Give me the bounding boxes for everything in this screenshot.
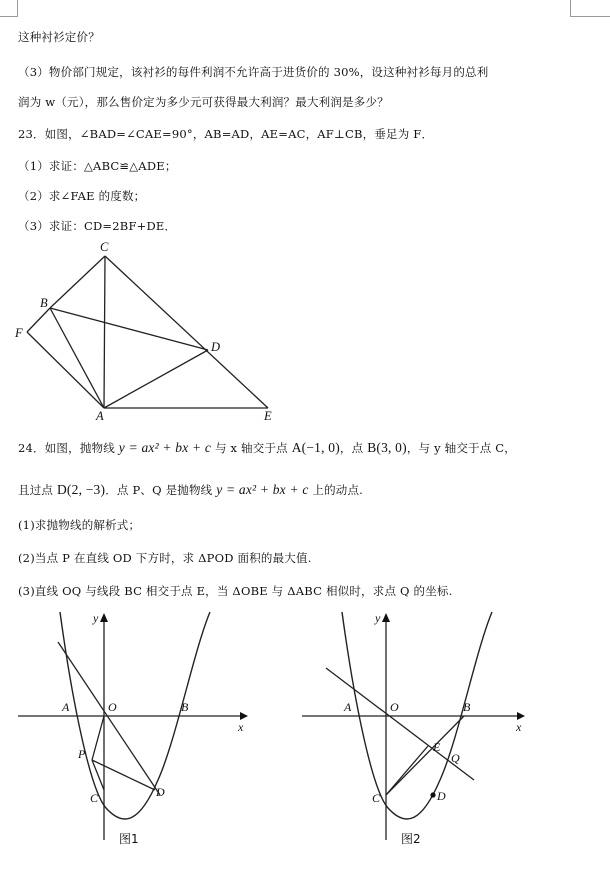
y-axis-arrow-icon	[100, 613, 108, 622]
fig1-caption: 图1	[119, 832, 139, 846]
fig2-point-D-dot	[430, 792, 435, 797]
fig2-label-E: E	[433, 740, 441, 754]
q24-line2-a: 且过点	[18, 483, 57, 497]
q24-point-B: B(3, 0)	[367, 440, 407, 455]
q24-point-A: A(−1, 0)	[291, 440, 340, 455]
q24-line2-c: 上的动点.	[308, 483, 364, 497]
fig2-label-Q: Q	[451, 751, 460, 765]
fig2-label-O: O	[390, 700, 399, 714]
q23-label-C: C	[100, 240, 109, 254]
fig2-caption: 图2	[401, 832, 421, 846]
q23-part1: （1）求证：△ABC≌△ADE；	[18, 159, 177, 173]
q24-part2: (2)当点 P 在直线 OD 下方时，求 ΔPOD 面积的最大值.	[18, 551, 312, 565]
q24-line1-a: 24．如图，抛物线	[18, 441, 119, 455]
fig1-label-P: P	[78, 747, 86, 761]
q22-part3-line2: 润为 w（元），那么售价定为多少元可获得最大利润？最大利润是多少？	[18, 95, 389, 109]
fig2-label-A: A	[344, 700, 352, 714]
q24-line1	[18, 440, 516, 456]
q23-label-D: D	[211, 340, 221, 354]
q24-part1: (1)求抛物线的解析式；	[18, 518, 141, 532]
q23-figure-lines	[27, 256, 268, 408]
fig2-label-y: y	[375, 611, 381, 625]
q23-stem: 23．如图，∠BAD=∠CAE=90°，AB=AD，AE=AC，AF⊥CB，垂足为 F．	[18, 127, 434, 141]
q22-part3-line1: （3）物价部门规定，该衬衫的每件利润不允许高于进货价的 30%，设这种衬衫每月的总利	[18, 65, 489, 79]
q24-part3: (3)直线 OQ 与线段 BC 相交于点 E，当 ΔOBE 与 ΔABC 相似时，求点 Q 的坐标.	[18, 584, 453, 598]
q24-line1-b: 与 x 轴交于点	[211, 441, 292, 455]
q24-line1-c: ，点	[339, 441, 368, 455]
y-axis-arrow-icon	[382, 613, 390, 622]
fig1-label-y: y	[93, 611, 99, 625]
fig1-label-x: x	[238, 720, 244, 734]
x-axis-arrow-icon	[240, 712, 248, 720]
q22-continuation: 这种衬衫定价？	[18, 30, 100, 44]
q23-label-A: A	[96, 409, 104, 423]
fig2-label-x: x	[516, 720, 522, 734]
q23-part2: （2）求∠FAE 的度数；	[18, 189, 146, 203]
q24-parabola-equation-2: y = ax² + bx + c	[216, 482, 309, 497]
q24-parabola-equation: y = ax² + bx + c	[118, 440, 212, 455]
fig1-label-B: B	[181, 700, 189, 714]
q24-line2-b: ．点 P、Q 是抛物线	[105, 483, 217, 497]
q23-label-E: E	[264, 409, 272, 423]
q24-point-D: D(2, −3)	[56, 482, 106, 497]
fig1-label-C: C	[90, 791, 99, 805]
fig2-label-D: D	[437, 789, 446, 803]
q23-label-F: F	[15, 326, 23, 340]
q23-part3: （3）求证：CD=2BF+DE．	[18, 219, 177, 233]
x-axis-arrow-icon	[517, 712, 525, 720]
fig2-label-B: B	[463, 700, 471, 714]
fig1-label-A: A	[62, 700, 70, 714]
q24-line2	[18, 482, 363, 498]
fig2-label-C: C	[372, 791, 381, 805]
fig1-label-O: O	[108, 700, 117, 714]
q24-figure-2	[302, 611, 525, 846]
fig1-label-D: D	[156, 785, 165, 799]
q24-line1-d: ，与 y 轴交于点 C，	[406, 441, 517, 455]
q23-label-B: B	[40, 296, 48, 310]
q24-figure-1	[18, 611, 248, 846]
